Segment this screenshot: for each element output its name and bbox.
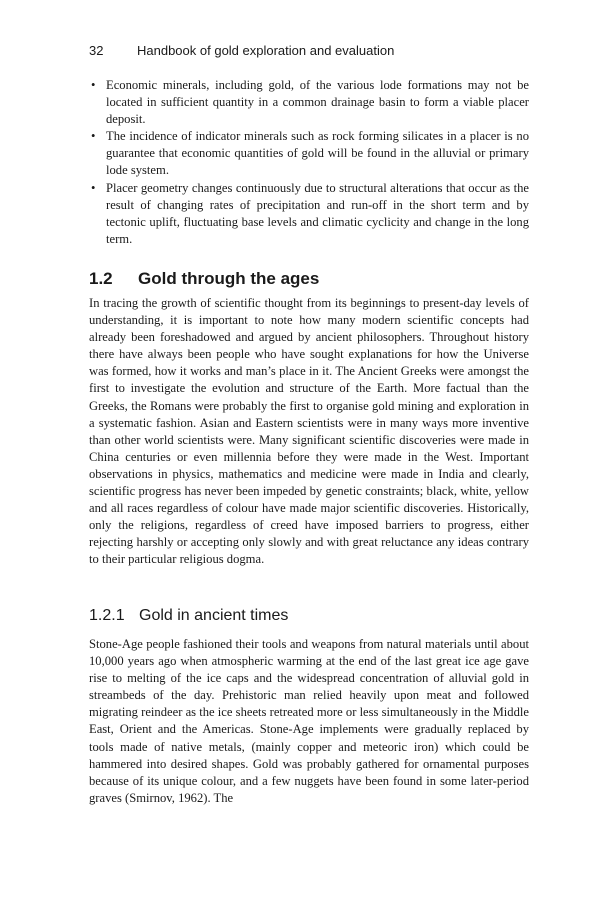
running-header: [89, 43, 529, 59]
subsection-heading: [89, 606, 529, 626]
subsection-title: Gold in ancient times: [139, 607, 289, 624]
bullet-item: • Placer geometry changes continuously due to structural alterations that occur as the result of changing rates of precipitation and run-off in the short term and by tectonic uplift, fluctuating base levels and climatic cyclicity and change in the long term.: [89, 180, 529, 248]
book-title: Handbook of gold exploration and evaluation: [137, 43, 395, 58]
page-number: 32: [89, 43, 104, 58]
bullet-list: [89, 77, 529, 248]
section-number: 1.2: [89, 269, 113, 288]
bullet-item: • Economic minerals, including gold, of the various lode formations may not be located in sufficient quantity in a common drainage basin to form a viable placer deposit.: [89, 77, 529, 128]
bullet-item: • The incidence of indicator minerals such as rock forming silicates in a placer is no guarantee that economic quantities of gold will be found in the alluvial or primary lode system.: [89, 128, 529, 179]
subsection-number: 1.2.1: [89, 607, 125, 624]
section-title: Gold through the ages: [138, 269, 320, 288]
subsection-paragraph: Stone-Age people fashioned their tools and weapons from natural materials until about 10,000 years ago when atmospheric warming at the end of the last great ice age gave rise to melting of the ice caps and the widespread concentration of alluvial gold in streambeds of the day. Prehistoric man relied heavily upon meat and followed migrating reindeer as the ice sheets retreated more or less simultaneously in the Middle East, Orient and the Americas. Stone-Age implements were gradually replaced by tools made of native metals, (mainly copper and meteoric iron) which could be hammered into desired shapes. Gold was probably gathered for ornamental purposes because of its unique colour, and a few nuggets have been found in some later-period graves (Smirnov, 1962). The: [89, 637, 529, 805]
section-paragraph: In tracing the growth of scientific thought from its beginnings to present-day levels of understanding, it is important to note how many modern scientific concepts had already been foreshadowed and argued by ancient philosophers. Throughout history there have always been people who have sought explanations for how the Universe was formed, how it works and man’s place in it. The Ancient Greeks were amongst the first to investigate the evolution and structure of the Earth. More factual than the Greeks, the Romans were probably the first to organise gold mining and exploration in a systematic fashion. Asian and Eastern scientists were in many ways more inventive than other world scientists were. Many significant scientific discoveries were made in China centuries or even millennia before they were made in the West. Important observations in physics, mathematics and medicine were made in India and clearly, scientific progress has never been impeded by genetic constraints; black, white, yellow and all races regardless of colour have made major scientific discoveries. Historically, only the religions, regardless of creed have imposed barriers to progress, either rejecting harshly or accepting only slowly and with great reluctance any ideas contrary to their particular religious dogma.: [89, 296, 529, 567]
section-heading: [89, 268, 529, 290]
